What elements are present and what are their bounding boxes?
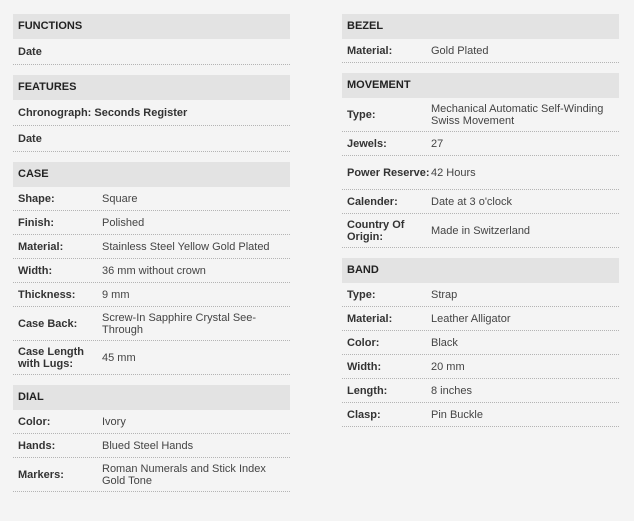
spec-value: Square	[102, 192, 138, 205]
spec-value: 9 mm	[102, 288, 130, 301]
spec-row	[13, 211, 290, 235]
spec-label: Thickness:	[18, 288, 76, 301]
spec-value: 42 Hours	[431, 166, 476, 179]
spec-label: Material:	[18, 240, 64, 253]
spec-row	[342, 331, 619, 355]
section-header-band: BAND	[342, 258, 619, 283]
section-header-case: CASE	[13, 162, 290, 187]
left-spec-column	[13, 14, 290, 502]
spec-row	[342, 39, 619, 63]
spec-value: Blued Steel Hands	[102, 439, 194, 452]
movement-section	[342, 73, 619, 248]
spec-label: Calender:	[347, 195, 398, 208]
spec-label: Color:	[347, 336, 380, 349]
features-section	[13, 75, 290, 152]
section-header-bezel: BEZEL	[342, 14, 619, 39]
bezel-section	[342, 14, 619, 63]
spec-label: Markers:	[18, 468, 64, 481]
spec-row	[13, 410, 290, 434]
section-header-features: FEATURES	[13, 75, 290, 100]
spec-value: Strap	[431, 288, 458, 301]
spec-label: Width:	[18, 264, 53, 277]
spec-row	[342, 379, 619, 403]
right-spec-column	[342, 14, 619, 437]
spec-row	[342, 132, 619, 156]
spec-row	[342, 307, 619, 331]
spec-value: 20 mm	[431, 360, 465, 373]
spec-label: Material:	[347, 312, 393, 325]
spec-label: Power Reserve:	[347, 166, 430, 179]
spec-row	[13, 235, 290, 259]
dial-section	[13, 385, 290, 492]
spec-value: Screw-In Sapphire Crystal See-Through	[102, 311, 257, 336]
spec-label: Case Length with Lugs:	[18, 345, 85, 370]
spec-row	[342, 403, 619, 427]
spec-row	[342, 156, 619, 190]
spec-label: Clasp:	[347, 408, 381, 421]
spec-item: Date	[18, 45, 42, 58]
spec-item: Date	[18, 132, 42, 145]
spec-value: Ivory	[102, 415, 126, 428]
spec-row	[342, 355, 619, 379]
section-header-movement: MOVEMENT	[342, 73, 619, 98]
spec-value: Date at 3 o'clock	[431, 195, 512, 208]
spec-label: Country Of Origin:	[347, 218, 405, 243]
spec-item: Chronograph: Seconds Register	[18, 106, 188, 119]
spec-row	[13, 434, 290, 458]
band-section	[342, 258, 619, 427]
spec-value: Gold Plated	[431, 44, 489, 57]
section-header-dial: DIAL	[13, 385, 290, 410]
spec-row	[13, 187, 290, 211]
spec-label: Type:	[347, 108, 376, 121]
spec-value: 36 mm without crown	[102, 264, 206, 277]
spec-row	[342, 214, 619, 248]
case-section	[13, 162, 290, 375]
section-header-functions: FUNCTIONS	[13, 14, 290, 39]
spec-row	[13, 307, 290, 341]
spec-label: Jewels:	[347, 137, 387, 150]
spec-label: Shape:	[18, 192, 55, 205]
functions-section	[13, 14, 290, 65]
spec-row	[13, 100, 290, 126]
spec-value: Pin Buckle	[431, 408, 483, 421]
spec-value: Leather Alligator	[431, 312, 511, 325]
spec-row	[13, 39, 290, 65]
spec-label: Type:	[347, 288, 376, 301]
spec-row	[13, 259, 290, 283]
spec-row	[13, 341, 290, 375]
spec-label: Color:	[18, 415, 51, 428]
spec-row	[13, 458, 290, 492]
spec-label: Width:	[347, 360, 382, 373]
spec-value: 8 inches	[431, 384, 472, 397]
spec-value: Polished	[102, 216, 145, 229]
spec-label: Finish:	[18, 216, 55, 229]
spec-row	[342, 98, 619, 132]
spec-label: Material:	[347, 44, 393, 57]
spec-value: Made in Switzerland	[431, 224, 531, 237]
spec-value: Mechanical Automatic Self-Winding Swiss Movement	[431, 102, 604, 127]
spec-value: 27	[431, 137, 444, 150]
spec-value: Stainless Steel Yellow Gold Plated	[102, 240, 270, 253]
spec-value: Black	[431, 336, 458, 349]
spec-row	[342, 190, 619, 214]
spec-row	[13, 126, 290, 152]
spec-value: 45 mm	[102, 351, 136, 364]
spec-row	[13, 283, 290, 307]
spec-label: Hands:	[18, 439, 56, 452]
spec-value: Roman Numerals and Stick Index Gold Tone	[102, 462, 266, 487]
spec-row	[342, 283, 619, 307]
spec-label: Length:	[347, 384, 388, 397]
spec-label: Case Back:	[18, 317, 78, 330]
